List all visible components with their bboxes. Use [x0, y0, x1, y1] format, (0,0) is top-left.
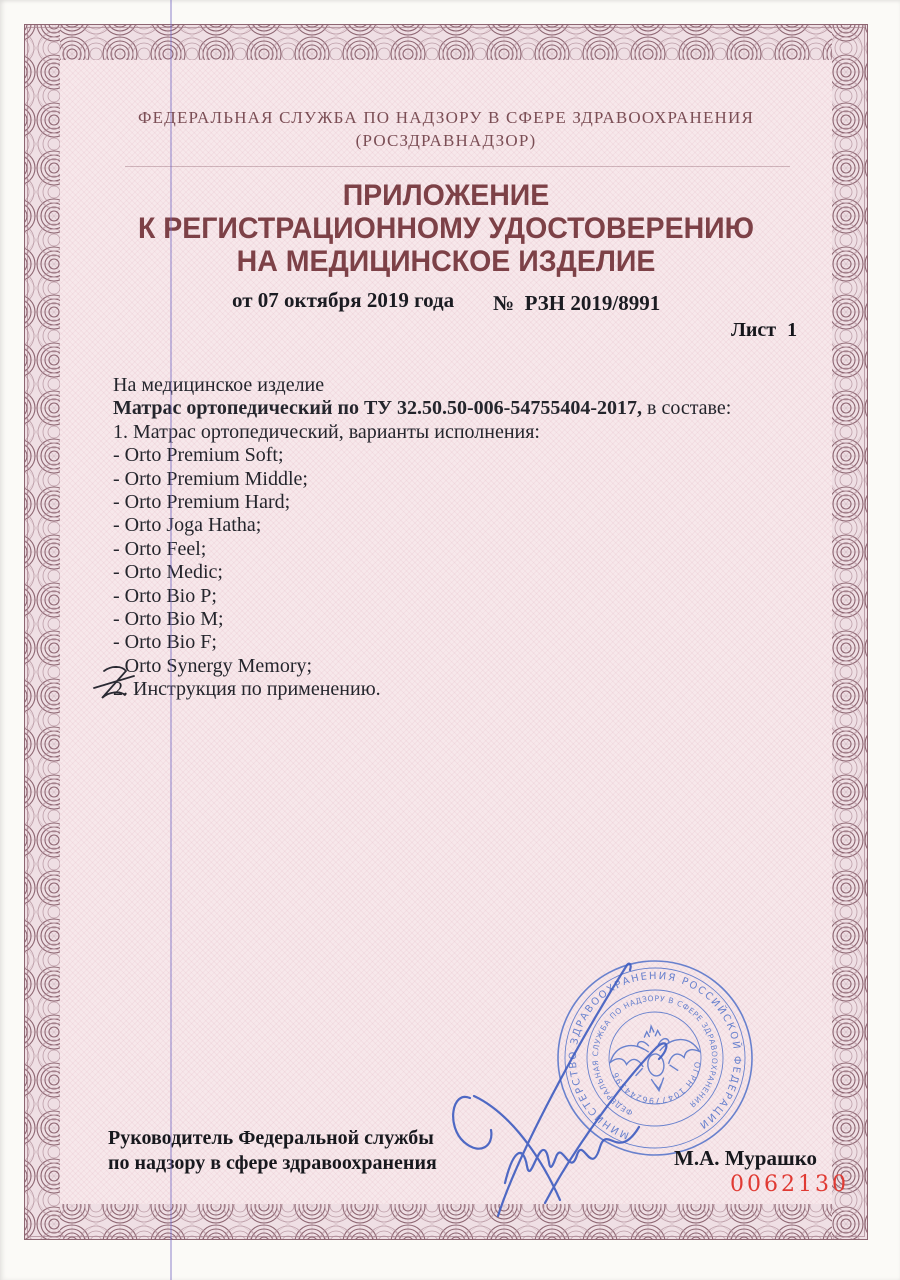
- variant-line: - Orto Premium Hard;: [113, 491, 291, 514]
- variant-line: - Orto Premium Soft;: [113, 444, 284, 467]
- variant-line: - Orto Joga Hatha;: [113, 514, 262, 537]
- product-name-rest: в составе:: [642, 397, 732, 420]
- variant-line: - Orto Synergy Memory;: [113, 654, 313, 677]
- list-item-1: 1. Матрас ортопедический, варианты исполнения:: [113, 420, 540, 443]
- intro-line: На медицинское изделие: [113, 374, 325, 396]
- signer-title: [108, 1126, 437, 1176]
- signer-name: М.А. Мурашко: [674, 1146, 818, 1170]
- variant-line: - Orto Bio M;: [113, 608, 224, 631]
- title-line-2: К РЕГИСТРАЦИОННОМУ УДОСТОВЕРЕНИЮ: [137, 212, 755, 245]
- signer-title-line-2: по надзору в сфере здравоохранения: [108, 1152, 437, 1174]
- agency-line-1: ФЕДЕРАЛЬНАЯ СЛУЖБА ПО НАДЗОРУ В СФЕРЕ ЗДРАВООХРАНЕНИЯ: [137, 108, 755, 127]
- sheet-number: Лист 1: [731, 319, 798, 341]
- stamp-inner-ring-text: ФЕДЕРАЛЬНАЯ СЛУЖБА ПО НАДЗОРУ В СФЕРЕ ЗДРАВООХРАНЕНИЯ: [590, 993, 720, 1118]
- variant-line: - Orto Feel;: [113, 537, 207, 560]
- variant-line: - Orto Bio P;: [113, 584, 217, 607]
- signer-title-line-1: Руководитель Федеральной службы: [108, 1127, 434, 1149]
- issue-date: от 07 октября 2019 года: [232, 288, 455, 312]
- fold-line: [170, 0, 172, 1280]
- header-divider: [125, 166, 790, 167]
- registration-number: № РЗН 2019/8991: [493, 291, 661, 315]
- handwritten-end-mark: [90, 662, 142, 714]
- stamp-outer-ring-text: МИНИСТЕРСТВО ЗДРАВООХРАНЕНИЯ РОССИЙСКОЙ ФЕДЕРАЦИИ: [567, 970, 743, 1141]
- product-name-bold: Матрас ортопедический по ТУ 32.50.50-006-54755404-2017,: [113, 397, 642, 420]
- signature: [430, 938, 700, 1238]
- document-title: [79, 179, 812, 278]
- variant-line: - Orto Premium Middle;: [113, 467, 308, 490]
- title-line-1: ПРИЛОЖЕНИЕ: [342, 179, 550, 212]
- body-text: [113, 374, 793, 702]
- form-serial-number: 0062130: [730, 1172, 849, 1197]
- title-line-3: НА МЕДИЦИНСКОЕ ИЗДЕЛИЕ: [236, 245, 656, 278]
- variant-line: - Orto Medic;: [113, 561, 223, 584]
- list-item-2: 2. Инструкция по применению.: [113, 678, 381, 701]
- stamp-ogrn-text: ОГРН 1047796244396: [610, 1061, 702, 1106]
- product-line: [113, 397, 793, 420]
- paper-area: [60, 60, 849, 1204]
- agency-line-2: (РОСЗДРАВНАДЗОР): [355, 131, 537, 150]
- agency-header: [60, 106, 832, 152]
- variant-line: - Orto Bio F;: [113, 631, 217, 654]
